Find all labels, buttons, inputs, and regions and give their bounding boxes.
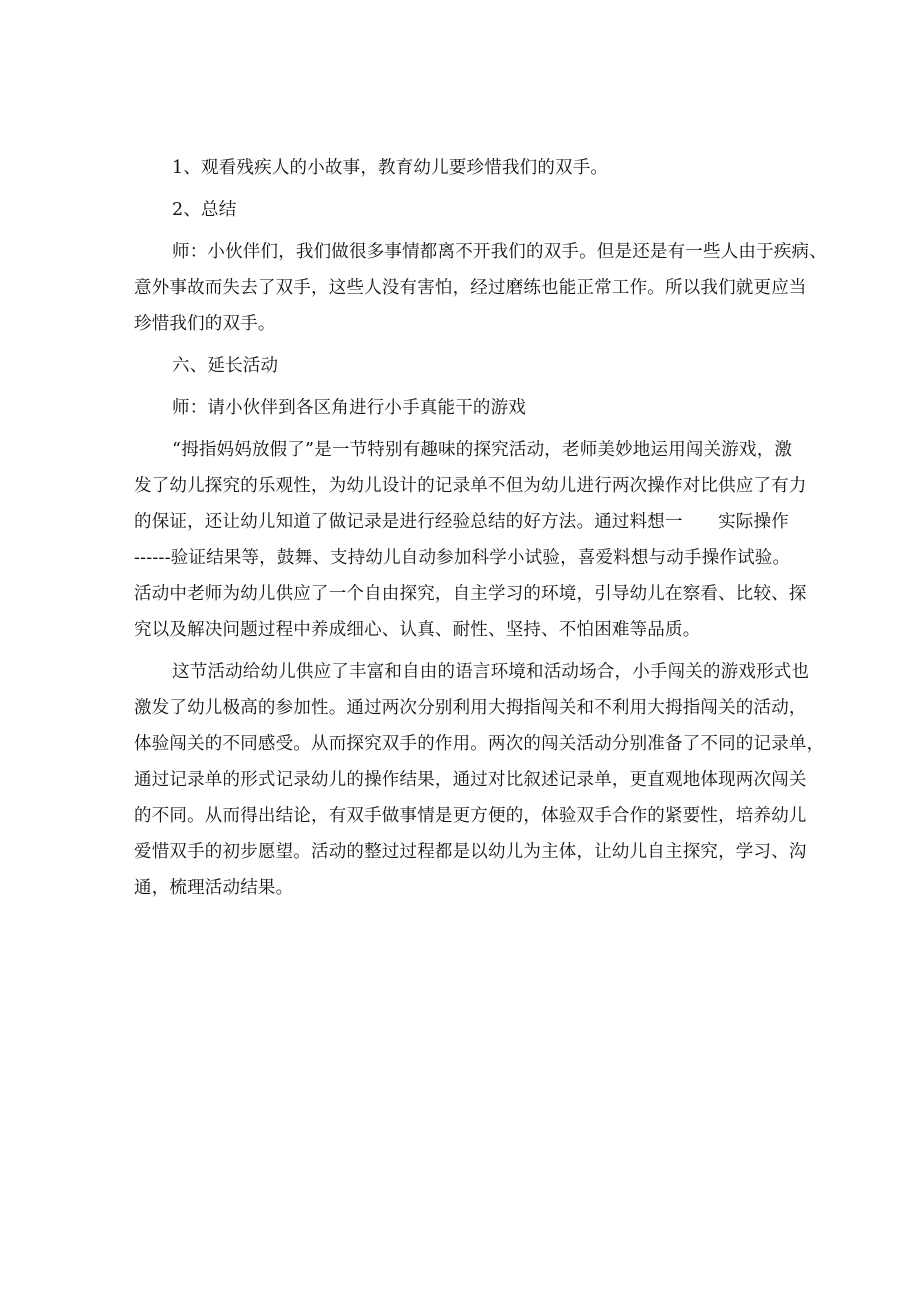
reflection-line: 激发了幼儿极高的参加性。通过两次分别利用大拇指闯关和不利用大拇指闯关的活动， [134,698,807,718]
reflection-line: 的保证，还让幼儿知道了做记录是进行经验总结的好方法。通过料想一 实际操作 [134,512,789,532]
summary-line: 珍惜我们的双手。 [134,314,276,334]
reflection-line: 通过记录单的形式记录幼儿的操作结果，通过对比叙述记录单，更直观地体现两次闯关 [134,770,807,790]
summary-line: 师：小伙伴们，我们做很多事情都离不开我们的双手。但是还是有一些人由于疾病、 [172,242,827,262]
extension-text: 师：请小伙伴到各区角进行小手真能干的游戏 [172,398,526,418]
item-2: 2、总结 [172,200,237,220]
reflection-line: 体验闯关的不同感受。从而探究双手的作用。两次的闯关活动分别准备了不同的记录单， [134,734,825,754]
section-6-heading: 六、延长活动 [172,356,279,376]
item-1: 1、观看残疾人的小故事，教育幼儿要珍惜我们的双手。 [172,158,609,178]
reflection-line: 究以及解决问题过程中养成细心、认真、耐性、坚持、不怕困难等品质。 [134,620,701,640]
reflection-line: 的不同。从而得出结论，有双手做事情是更方便的，体验双手合作的紧要性，培养幼儿 [134,806,807,826]
reflection-line: 发了幼儿探究的乐观性，为幼儿设计的记录单不但为幼儿进行两次操作对比供应了有力 [134,476,807,496]
summary-line: 意外事故而失去了双手，这些人没有害怕，经过磨练也能正常工作。所以我们就更应当 [134,278,807,298]
reflection-line: “拇指妈妈放假了”是一节特别有趣味的探究活动，老师美妙地运用闯关游戏，激 [172,440,793,460]
reflection-line: 活动中老师为幼儿供应了一个自由探究，自主学习的环境，引导幼儿在察看、比较、探 [134,584,807,604]
reflection-line: 爱惜双手的初步愿望。活动的整过过程都是以幼儿为主体，让幼儿自主探究，学习、沟 [134,842,807,862]
reflection-line: 通，梳理活动结果。 [134,878,294,898]
reflection-line: 这节活动给幼儿供应了丰富和自由的语言环境和活动场合，小手闯关的游戏形式也 [172,662,810,682]
reflection-line: ------验证结果等，鼓舞、支持幼儿自动参加科学小试验，喜爱料想与动手操作试验。 [134,548,791,568]
